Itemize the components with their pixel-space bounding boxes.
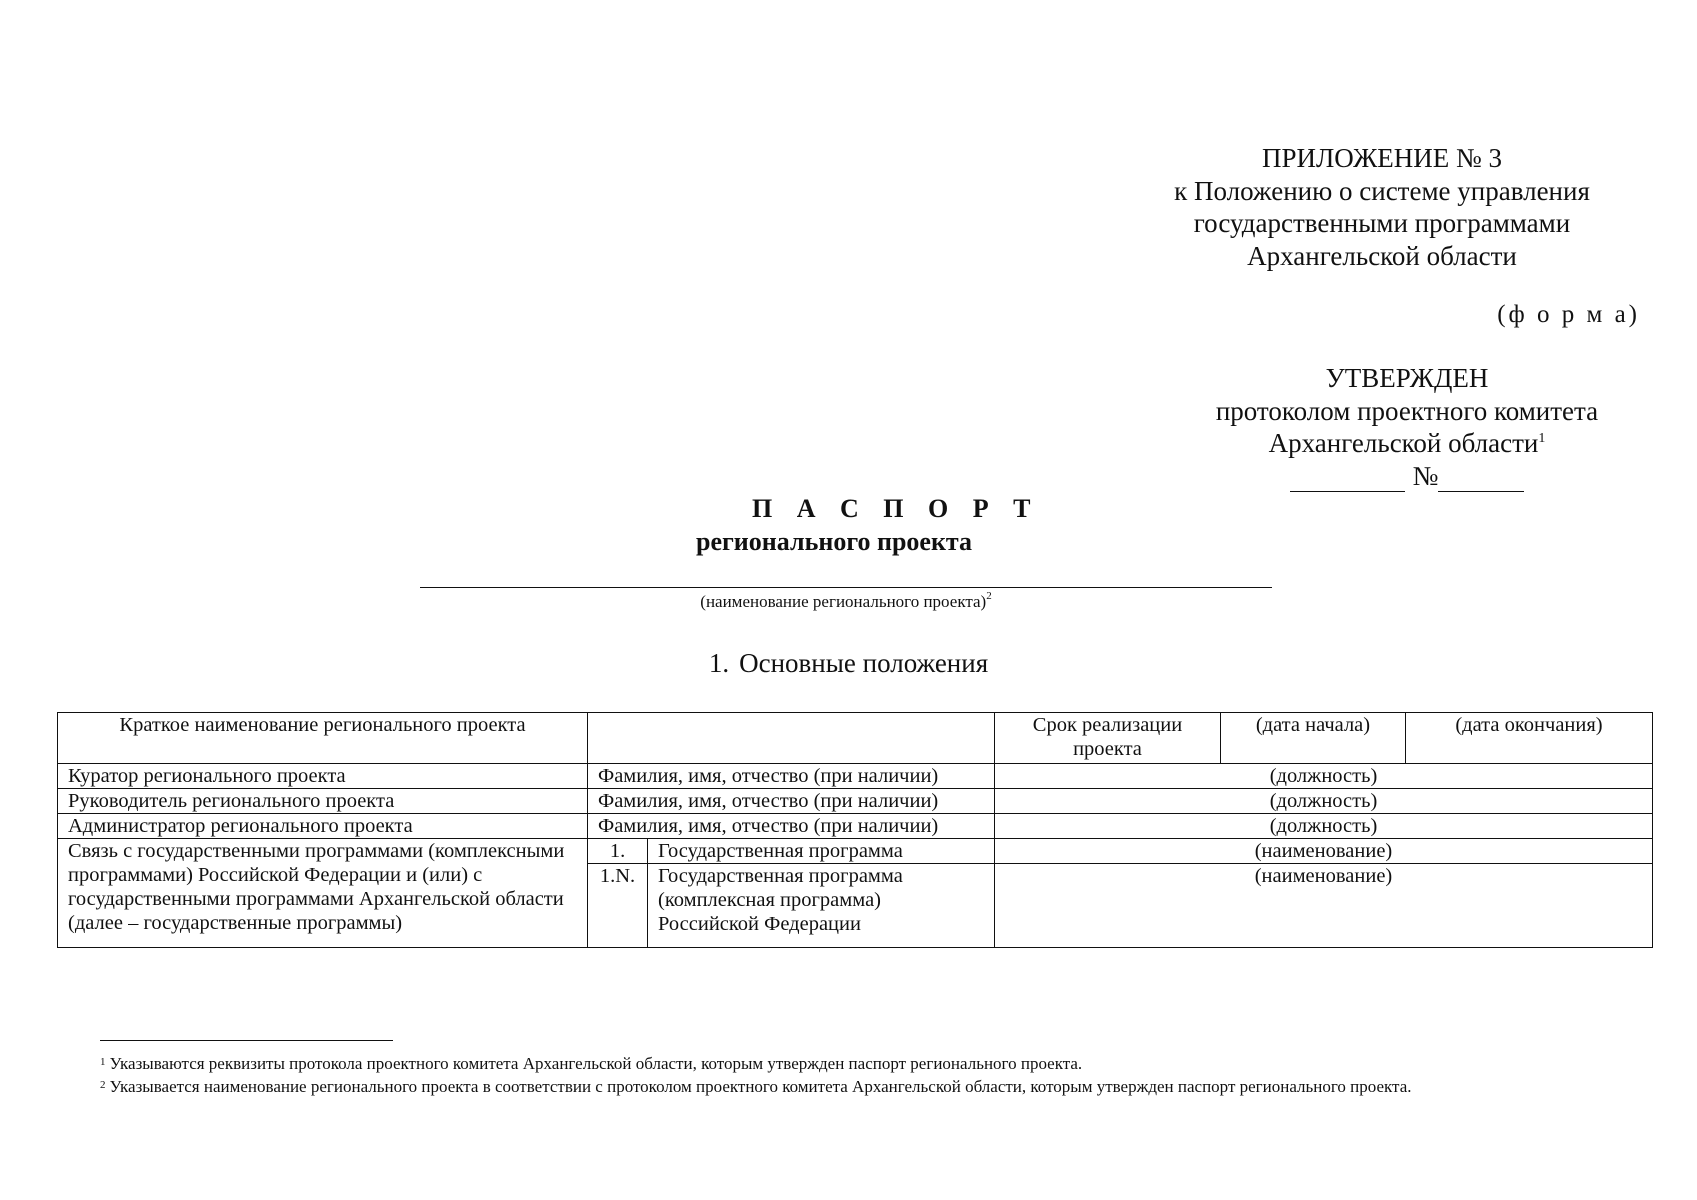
appendix-title: ПРИЛОЖЕНИЕ № 3 — [1261, 143, 1503, 173]
protocol-date-number — [1187, 460, 1627, 493]
appendix-line: к Положению о системе управления — [1174, 175, 1590, 206]
footnote-ref-2: 2 — [986, 590, 992, 602]
section-title: Основные положения — [739, 648, 989, 678]
program-item-value: (наименование) — [995, 864, 1653, 948]
end-date-cell: (дата окончания) — [1406, 713, 1653, 764]
section-number: 1. — [708, 648, 730, 678]
number-sign: № — [1412, 460, 1439, 491]
head-label: Руководитель регионального проекта — [58, 789, 588, 814]
program-item-number: 1. — [588, 839, 648, 864]
table-row — [58, 814, 1653, 839]
term-label: Срок реализации проекта — [995, 713, 1221, 764]
start-date-cell: (дата начала) — [1221, 713, 1406, 764]
appendix-header — [1122, 142, 1642, 272]
footnote-number: 2 — [100, 1079, 106, 1091]
approval-title: УТВЕРЖДЕН — [1325, 363, 1489, 393]
head-name: Фамилия, имя, отчество (при наличии) — [588, 789, 995, 814]
appendix-line: Архангельской области — [1247, 240, 1517, 271]
footnote — [100, 1052, 1652, 1075]
footnotes — [100, 1052, 1652, 1098]
table-row — [58, 839, 1653, 864]
approval-line-region — [1187, 427, 1627, 460]
main-provisions-table — [57, 712, 1653, 948]
table-row — [58, 764, 1653, 789]
protocol-number-blank — [1438, 465, 1524, 492]
footnote — [100, 1075, 1652, 1098]
program-item-label: Государственная программа — [648, 839, 995, 864]
table-row — [58, 789, 1653, 814]
form-label: (ф о р м а) — [1497, 301, 1640, 328]
footnote-separator — [100, 1040, 393, 1041]
protocol-date-blank — [1290, 465, 1405, 492]
approval-block — [1187, 362, 1627, 492]
head-position: (должность) — [995, 789, 1653, 814]
program-item-number: 1.N. — [588, 864, 648, 948]
curator-label: Куратор регионального проекта — [58, 764, 588, 789]
program-item-label: Государственная программа (комплексная программа) Российской Федерации — [648, 864, 995, 948]
project-name-blank-line — [420, 587, 1272, 588]
passport-title: П А С П О Р Т — [752, 494, 1040, 523]
programs-link-label: Связь с государственными программами (комплексными программами) Российской Федерации и (или) с государственными программами Архангельской области (далее – государственные программы) — [58, 839, 588, 948]
footnote-number: 1 — [100, 1056, 106, 1068]
administrator-name: Фамилия, имя, отчество (при наличии) — [588, 814, 995, 839]
passport-subtitle: регионального проекта — [696, 527, 973, 556]
administrator-label: Администратор регионального проекта — [58, 814, 588, 839]
program-item-value: (наименование) — [995, 839, 1653, 864]
short-name-value — [588, 713, 995, 764]
curator-position: (должность) — [995, 764, 1653, 789]
curator-name: Фамилия, имя, отчество (при наличии) — [588, 764, 995, 789]
footnote-text: Указывается наименование регионального проекта в соответствии с протоколом проектного комитета Архангельской области, которым утвержден паспорт регионального проекта. — [109, 1077, 1412, 1096]
table-row — [58, 713, 1653, 764]
short-name-label: Краткое наименование регионального проекта — [58, 713, 588, 764]
project-name-caption-text: (наименование регионального проекта) — [700, 592, 987, 611]
project-name-caption — [420, 592, 1272, 612]
administrator-position: (должность) — [995, 814, 1653, 839]
section-heading — [0, 648, 1697, 679]
footnote-ref-1: 1 — [1538, 431, 1546, 446]
approval-line: протоколом проектного комитета — [1215, 395, 1599, 426]
footnote-text: Указываются реквизиты протокола проектного комитета Архангельской области, которым утвержден паспорт регионального проекта. — [109, 1054, 1083, 1073]
appendix-line: государственными программами — [1193, 208, 1571, 238]
approval-region-text: Архангельской области — [1268, 428, 1539, 458]
